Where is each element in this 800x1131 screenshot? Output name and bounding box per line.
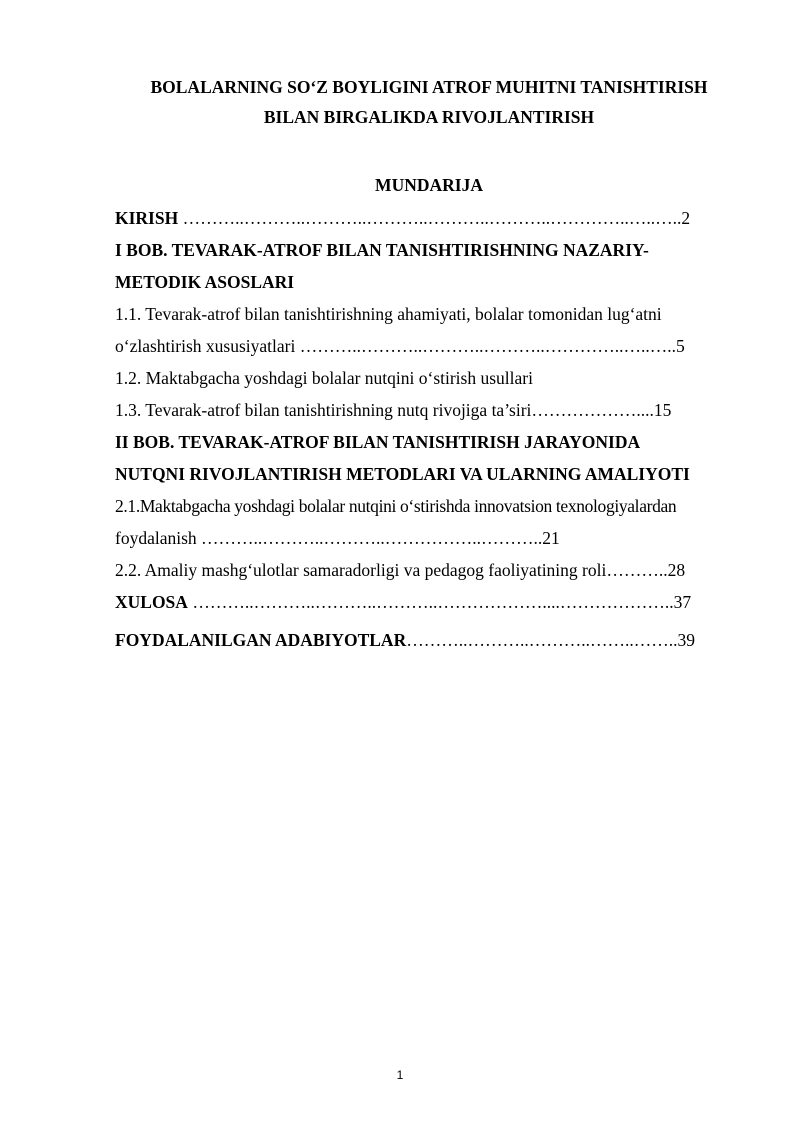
toc-conclusion-leader: ………..………..………..………..………………....………………..37: [187, 592, 692, 612]
toc-section-2-1-line-1: 2.1.Maktabgacha yoshdagi bolalar nutqini o‘stirishda innovatsion texnologiyalardan: [115, 496, 677, 516]
toc-entry-section-2-2: 2.2. Amaliy mashg‘ulotlar samaradorligi va pedagog faoliyatining roli………..28: [115, 560, 686, 580]
toc-chapter-1-line-2: METODIK ASOSLARI: [115, 272, 295, 292]
page-number: 1: [396, 1068, 404, 1082]
toc-chapter-1-line-1: I BOB. TEVARAK-ATROF BILAN TANISHTIRISHNING NAZARIY-: [115, 240, 649, 260]
toc-chapter-2-line-2: NUTQNI RIVOJLANTIRISH METODLARI VA ULARNING AMALIYOTI: [115, 464, 690, 484]
table-of-contents: [115, 202, 743, 656]
toc-conclusion-label: XULOSA: [115, 592, 188, 612]
toc-entry-section-1-2: 1.2. Maktabgacha yoshdagi bolalar nutqini o‘stirish usullari: [115, 368, 533, 388]
document-title: [100, 72, 758, 132]
toc-section-1-1-line-1: 1.1. Tevarak-atrof bilan tanishtirishning ahamiyati, bolalar tomonidan lug‘atni: [115, 304, 662, 324]
toc-introduction-leader: ………..………..………..………..………..………..…………..…..…..2: [178, 208, 691, 228]
toc-entry-references: [115, 624, 743, 656]
toc-entry-section-1-1: [115, 298, 743, 362]
contents-heading: MUNDARIJA: [375, 175, 483, 195]
toc-entry-introduction: [115, 202, 743, 234]
toc-references-label: FOYDALANILGAN ADABIYOTLAR: [115, 630, 407, 650]
toc-introduction-label: KIRISH: [115, 208, 179, 228]
toc-entry-conclusion: [115, 586, 743, 618]
title-line-2: BILAN BIRGALIKDA RIVOJLANTIRISH: [263, 107, 595, 127]
toc-entry-chapter-1: [115, 234, 743, 298]
toc-chapter-2-line-1: II BOB. TEVARAK-ATROF BILAN TANISHTIRISH JARAYONIDA: [115, 432, 641, 452]
toc-entry-section-2-1: [115, 490, 743, 554]
toc-entry-chapter-2: [115, 426, 743, 490]
toc-section-1-1-line-2: o‘zlashtirish xususiyatlari ………..………..………..………..…………..…..…..5: [115, 336, 685, 356]
toc-entry-section-1-3: 1.3. Tevarak-atrof bilan tanishtirishning nutq rivojiga ta’siri………………....15: [115, 400, 672, 420]
toc-references-leader: ………..………..………..……..……..39: [406, 630, 695, 650]
title-line-1: BOLALARNING SO‘Z BOYLIGINI ATROF MUHITNI TANISHTIRISH: [150, 77, 708, 97]
toc-section-2-1-line-2: foydalanish ………..………..………..……………..………..21: [115, 528, 560, 548]
